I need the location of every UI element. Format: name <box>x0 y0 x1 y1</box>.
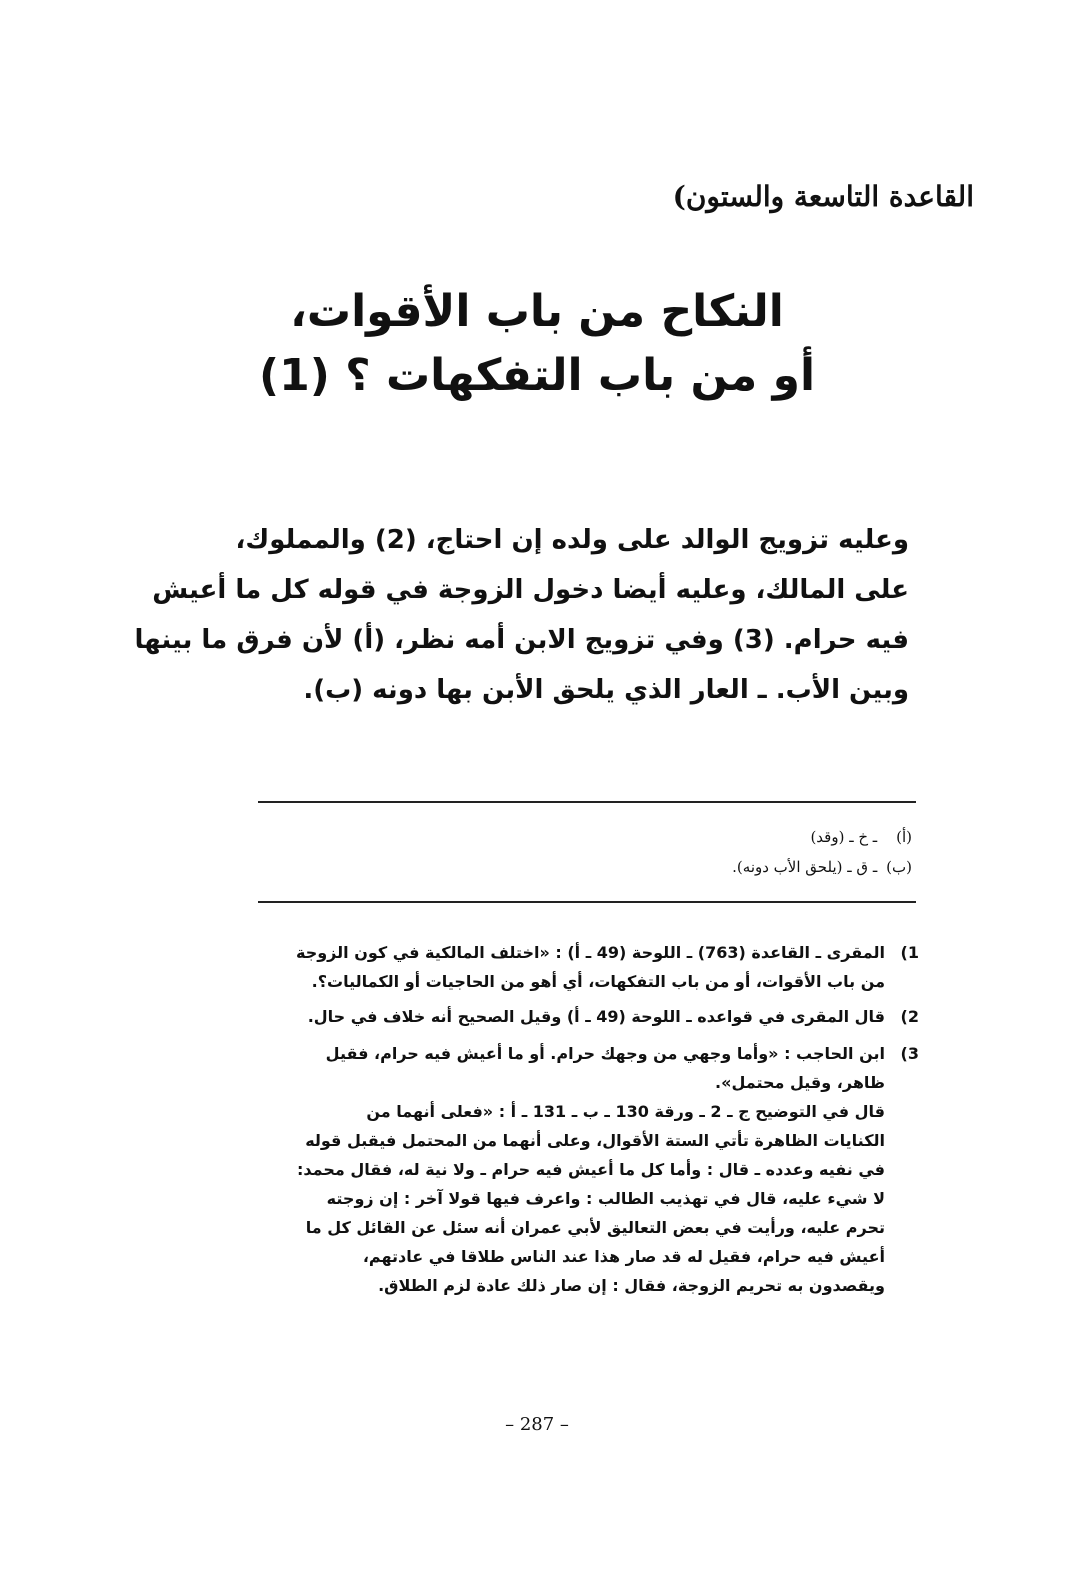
body-line: وعليه تزويج الوالد على ولده إن احتاج، (2) والمملوك، <box>235 525 909 555</box>
variant-text: ـ ق ـ (يلحق الأب دونه). <box>732 858 878 876</box>
footnote-number: 1) <box>900 943 919 962</box>
footnote <box>250 1002 919 1031</box>
section-label: القاعدة التاسعة والستون) <box>672 180 974 213</box>
page-title <box>0 280 1074 408</box>
variant-note <box>732 852 912 882</box>
footnote <box>250 1039 919 1300</box>
footnote-line: من باب الأقوات، أو من باب التفكهات، أي أهو من الحاجيات أو الكماليات؟. <box>311 972 885 991</box>
variant-notes <box>732 822 912 882</box>
title-line-2: أو من باب التفكهات ؟ (1) <box>258 350 816 401</box>
page-number: – 287 – <box>505 1414 569 1435</box>
footnote-line: الكنايات الظاهرة تأتي الستة الأقوال، وعلى أنهما من المحتمل فيقبل قوله <box>305 1131 885 1150</box>
footnote-number: 2) <box>900 1007 919 1026</box>
divider-top <box>258 801 916 803</box>
footnote-line: قال في التوضيح ج ـ 2 ـ ورقة 130 ـ ب ـ 131 ـ أ : «فعلى أنهما من <box>366 1102 885 1121</box>
footnote <box>250 938 919 996</box>
variant-marker: (ب) <box>886 858 912 876</box>
footnote-line: المقرى ـ القاعدة (763) ـ اللوحة (49 ـ أ) : «اختلف المالكية في كون الزوجة <box>296 943 885 962</box>
footnote-line: تحرم عليه، ورأيت في بعض التعاليق لأبي عمران أنه سئل عن القائل كل ما <box>305 1218 885 1237</box>
body-paragraph <box>134 515 909 715</box>
footnote-line: ابن الحاجب : «وأما وجهي من وجهك حرام. أو ما أعيش فيه حرام، فقيل <box>325 1044 885 1063</box>
body-line: وبين الأب. ـ العار الذي يلحق الأبن بها دونه (ب). <box>303 675 909 705</box>
variant-note <box>732 822 912 852</box>
footnote-line: في نفيه وعدده ـ قال : وأما كل ما أعيش فيه حرام ـ ولا نية له، فقال محمد: <box>297 1160 885 1179</box>
footnote-line: قال المقرى في قواعده ـ اللوحة (49 ـ أ) وقيل الصحيح أنه خلاف في حال. <box>307 1007 885 1026</box>
variant-marker: (أ) <box>896 828 912 846</box>
footnotes <box>250 938 919 1306</box>
variant-text: ـ خ ـ (وقد) <box>810 828 878 846</box>
footnote-line: ويقصدون به تحريم الزوجة، فقال : إن صار ذلك عادة لزم الطلاق. <box>378 1276 885 1295</box>
footnote-line: ظاهر، وقيل محتمل». <box>715 1073 885 1092</box>
footnote-number: 3) <box>900 1044 919 1063</box>
body-line: على المالك، وعليه أيضا دخول الزوجة في قوله كل ما أعيش <box>152 575 909 605</box>
footnote-line: لا شيء عليه، قال في تهذيب الطالب : واعرف فيها قولا آخر : إن زوجته <box>326 1189 885 1208</box>
title-line-1: النكاح من باب الأقوات، <box>290 286 784 337</box>
divider-bottom <box>258 901 916 903</box>
body-line: فيه حرام. (3) وفي تزويج الابن أمه نظر، (أ) لأن فرق ما بينها <box>134 625 909 655</box>
footnote-line: أعيش فيه حرام، فقيل له قد صار هذا عند الناس طلاقا في عادتهم، <box>362 1247 885 1266</box>
